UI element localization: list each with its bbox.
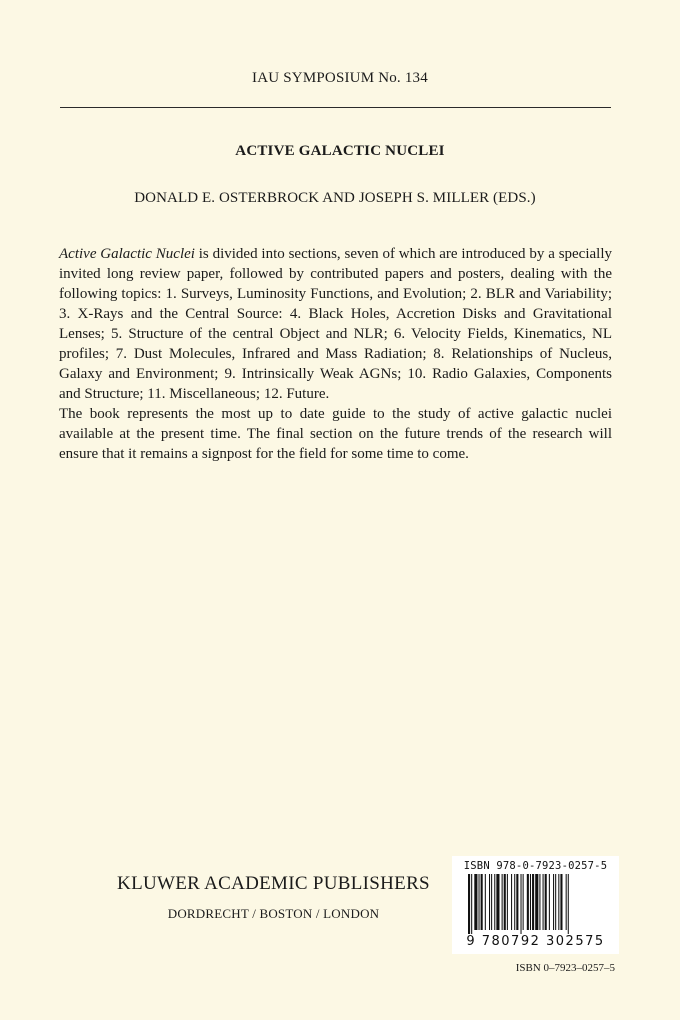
barcode-bar [507,874,508,930]
barcode-bar [471,874,472,934]
barcode-bar [555,874,556,930]
publisher-cities: DORDRECHT / BOSTON / LONDON [167,906,380,921]
barcode-bar [489,874,490,930]
barcode-bar [535,874,538,930]
publisher-name: KLUWER ACADEMIC PUBLISHERS [117,873,430,894]
series-title: IAU SYMPOSIUM No. 134 [252,70,428,86]
book-editors: DONALD E. OSTERBROCK AND JOSEPH S. MILLER (EDS.) [134,190,536,206]
barcode-bar [481,874,483,930]
barcode-digits: 9 780792 302575 [466,934,605,949]
book-title: ACTIVE GALACTIC NUCLEI [235,143,445,159]
barcode-bar [514,874,515,930]
blurb-paragraph-1-text: is divided into sections, seven of which are introduced by a specially invited long review paper, followed by contributed papers and posters, dealing with the following topics: 1. Surveys, Luminosity Functions, and Evolution; 2. BLR and Variability; 3. X-Rays and the Central Source: 4. Black Holes, Accretion Disks and Gravitational Lenses; 5. Structure of the central Object and NLR; 6. Velocity Fields, Kinematics, NL profiles; 7. Dust Molecules, Infrared and Mass Radiation; 8. Relationships of Nucleus, Galaxy and Environment; 9. Intrinsically Weak AGNs; 10. Radio Galaxies, Components and Structure; 11. Miscellaneous; 12. Future. [59,246,613,402]
barcode-bar [530,874,531,930]
barcode [452,856,619,954]
barcode-bar [545,874,547,930]
barcode-bar [543,874,544,930]
blurb-text [59,244,612,464]
barcode-bar [511,874,512,930]
blurb-paragraph-1 [59,244,612,404]
barcode-bar [502,874,503,930]
barcode-bars [468,874,604,934]
barcode-bar [553,874,554,930]
barcode-bar [479,874,480,930]
barcode-bar [560,874,562,930]
barcode-bar [485,874,486,930]
barcode-bar [496,874,499,930]
barcode-bar [468,874,470,934]
barcode-bar [532,874,534,930]
barcode-bar [491,874,492,930]
barcode-isbn-label: ISBN 978-0-7923-0257-5 [463,860,608,872]
barcode-bar [494,874,495,930]
barcode-bar [568,874,569,934]
barcode-bar [549,874,550,930]
blurb-paragraph-2: The book represents the most up to date guide to the study of active galactic nuclei available at the present time. The final section on the future trends of the research will ensure that it remains a signpost for the field for some time to come. [59,406,612,462]
blurb-italic-title: Active Galactic Nuclei [59,246,195,262]
barcode-bar [521,874,522,934]
barcode-bar [474,874,477,930]
barcode-bar [504,874,506,930]
barcode-bar [527,874,529,930]
barcode-bar [566,874,567,930]
isbn-number: ISBN 0–7923–0257–5 [515,962,615,974]
horizontal-rule [60,107,611,108]
barcode-bar [516,874,518,930]
barcode-bar [539,874,540,930]
barcode-bar [523,874,524,930]
barcode-bar [558,874,559,930]
